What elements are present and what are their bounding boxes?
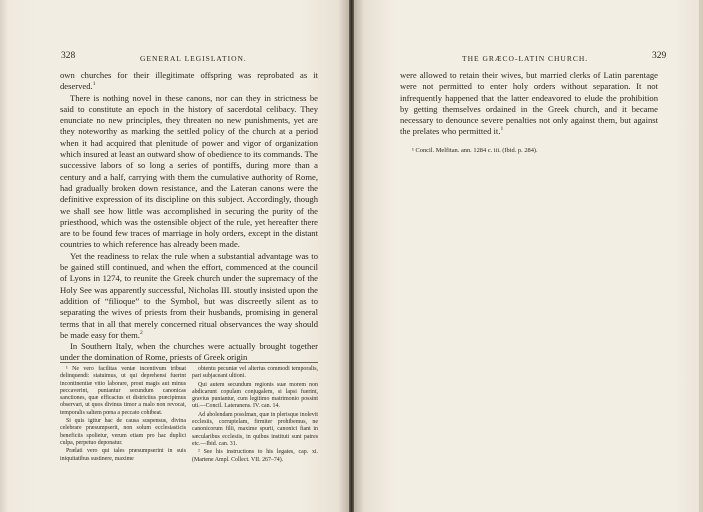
page-number: 329 bbox=[652, 51, 667, 61]
main-text bbox=[60, 70, 318, 364]
footnote: Si quis igitur hac de causa suspensus, divina celebrare præsumpserit, non solum ecclesiasticis beneficiis spolietur, verum etiam pro hac duplici culpa, perpetuo deponatur. bbox=[60, 418, 186, 446]
paragraph: own churches for their illegitimate offspring was reprobated as it deserved.$^1$ bbox=[60, 70, 318, 92]
page-edge bbox=[699, 0, 703, 512]
paragraph: In Southern Italy, when the churches were actually brought together under the domination of Rome, priests of Greek origin bbox=[60, 341, 318, 363]
footnote-rule bbox=[60, 362, 318, 363]
paragraph: Yet the readiness to relax the rule when a substantial advantage was to be gained still continued, and when the effort, commenced at the council of Lyons in 1274, to reunite the Greek church under the supremacy of the Holy See was apparently successful, Nicholas III. stoutly insisted upon the addition of “filioque” to the Symbol, but was discreetly silent as to separating the wives of priests from their husbands, promising in general terms that in all that merely concerned ritual observances the way should be made easy for them.$^2$ bbox=[60, 250, 318, 340]
footnote: obtentu pecuniæ vel alterius commodi temporalis, pari subjaceant ultioni. bbox=[192, 366, 318, 380]
footnote: Prælati vero qui tales præsumpserint in suis iniquitatibus sustinere, maxime bbox=[60, 448, 186, 462]
footnotes bbox=[60, 366, 318, 498]
footnote-column-1 bbox=[60, 366, 186, 498]
paragraph: were allowed to retain their wives, but married clerks of Latin parentage were not permitted to enter holy orders without separation. It not infrequently happened that the latter endeavored to elude the prohibition by getting themselves ordained in the Greek church, and it became necessary to denounce severe penalties not only against them, but against the prelates who permitted it.$^1$ bbox=[400, 70, 658, 137]
footnote-column-2 bbox=[192, 366, 318, 498]
footnote: ¹ Ne vero facilitas veniæ incentivum tribuat delinquendi: statuimus, ut qui deprehensi fuerint incontinentiæ vitio laborare, prout magis aut minus peccaverint, puniantur secundum canonicas sanctiones, quæ efficacius et districtius præcipimus observari, ut quos divinus timor a malo non revocat, temporalis saltem pœna a peccato cohibeat. bbox=[60, 366, 186, 416]
footnote: ² See his instructions to his legates, cap. xi. (Martene Ampl. Collect. VII. 267–74). bbox=[192, 449, 318, 463]
footnote: Ad abolendam posslman, quæ in plerisque inolevit ecclesiis, corruptelam, firmiter prohibemus, ne canonicorum filii, maxime spurii, canonici fiant in sæcularibus ecclesiis, in quibus instituti sunt patres etc.—Ibid. can. 31. bbox=[192, 411, 318, 447]
running-title: GENERAL LEGISLATION. bbox=[140, 54, 247, 63]
footnote: ¹ Concil. Melfitan. ann. 1284 c. iii. (Ibid. p. 284). bbox=[412, 147, 538, 154]
left-page bbox=[0, 0, 349, 512]
right-page bbox=[354, 0, 703, 512]
main-text bbox=[400, 70, 658, 138]
page-number: 328 bbox=[61, 51, 76, 61]
paragraph: There is nothing novel in these canons, nor can they in strictness be said to constitute an epoch in the history of sacerdotal celibacy. They enunciate no new principles, they threaten no new punishments, yet are they noteworthy as marking the settled policy of the church at a period when it had acquired that plenitude of power and vigor of organization which insured at least an outward show of obedience to its commands. The successive labors of so long a series of pontiffs, during more than a century and a half, carrying with them the cumulative authority of Rome, had gradually broken down resistance, and the Lateran canons were the definitive expression of its discipline on this subject. Accordingly, though we shall see how little was accomplished in securing the purity of the priesthood, which was the ostensible object of the rule, yet hereafter there are to be found few traces of marriage in holy orders, except in the distant countries to which reference has already been made. bbox=[60, 92, 318, 250]
running-title: THE GRÆCO-LATIN CHURCH. bbox=[462, 54, 589, 63]
footnote: Qui autem secundum regionis suæ morem non abdicarunt copulam conjugalem, si lapsi fuerint, gravius puniantur, cum legitimo matrimonio possint uti.—Concil. Lateranens. IV. can. 14. bbox=[192, 381, 318, 410]
